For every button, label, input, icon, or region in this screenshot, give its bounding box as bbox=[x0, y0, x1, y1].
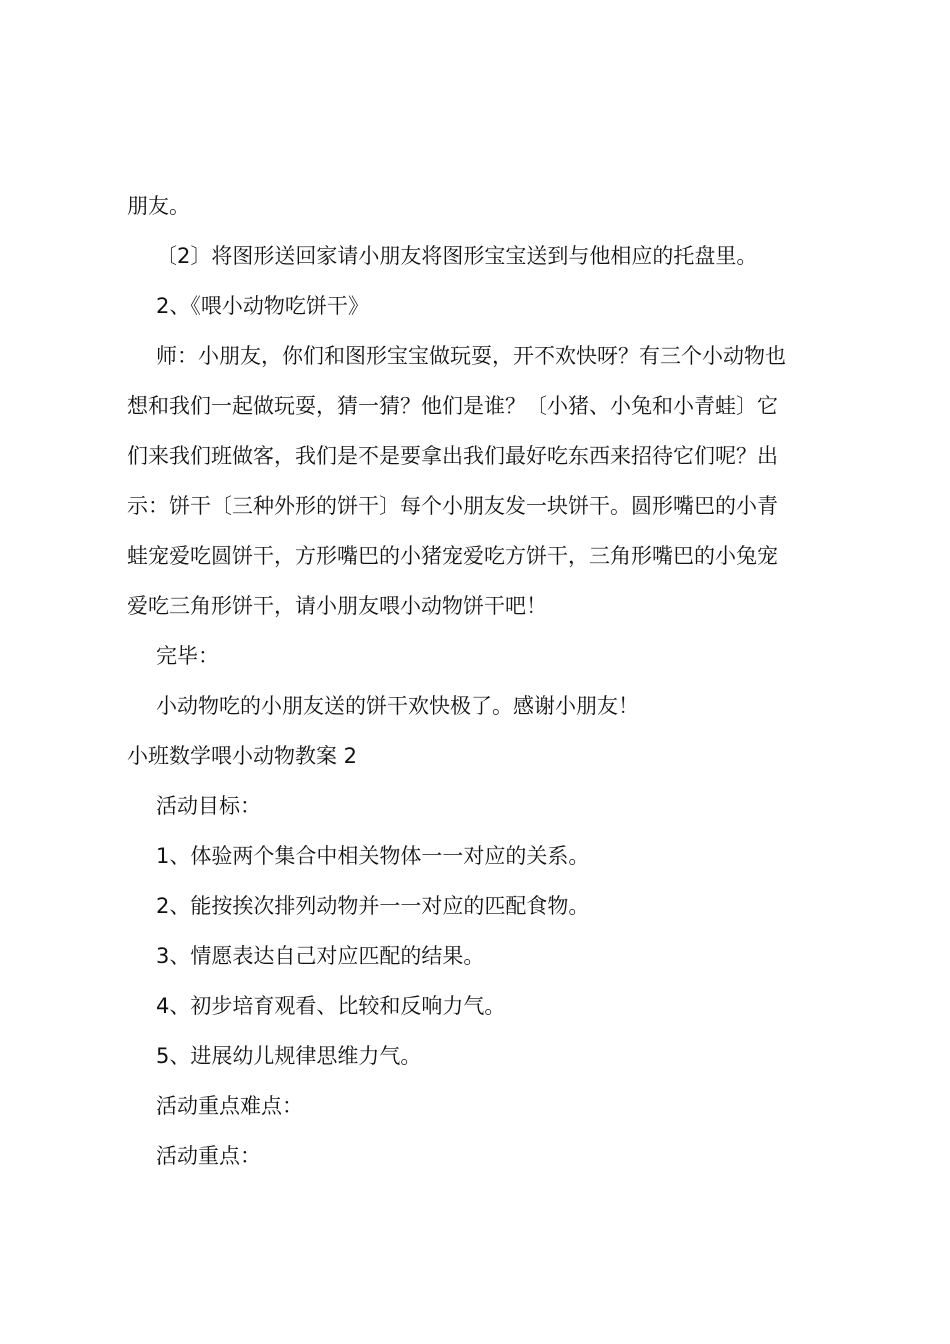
goal-item-2: 2、能按挨次排列动物并一一对应的匹配食物。 bbox=[156, 894, 590, 918]
text-line-11: 小动物吃的小朋友送的饼干欢快极了。感谢小朋友！ bbox=[156, 694, 639, 718]
section-heading-goals: 活动目标： bbox=[156, 794, 261, 818]
goal-item-1: 1、体验两个集合中相关物体一一对应的关系。 bbox=[156, 844, 590, 868]
goal-item-5: 5、进展幼儿规律思维力气。 bbox=[156, 1044, 422, 1068]
section-heading-key-points: 活动重点难点： bbox=[156, 1094, 303, 1118]
document-title-2: 小班数学喂小动物教案 2 bbox=[127, 744, 358, 768]
text-line-7: 示：饼干〔三种外形的饼干〕每个小朋友发一块饼干。圆形嘴巴的小青 bbox=[127, 494, 778, 518]
text-line-5: 想和我们一起做玩耍，猜一猜？他们是谁？〔小猪、小兔和小青蛙〕它 bbox=[127, 394, 778, 418]
goal-item-3: 3、情愿表达自己对应匹配的结果。 bbox=[156, 944, 485, 968]
text-line-4: 师：小朋友，你们和图形宝宝做玩耍，开不欢快呀？有三个小动物也 bbox=[156, 344, 786, 368]
goal-item-4: 4、初步培育观看、比较和反响力气。 bbox=[156, 994, 506, 1018]
text-line-6: 们来我们班做客，我们是不是要拿出我们最好吃东西来招待它们呢？出 bbox=[127, 444, 778, 468]
section-heading-focus: 活动重点： bbox=[156, 1144, 261, 1168]
text-line-2: 〔2〕将图形送回家请小朋友将图形宝宝送到与他相应的托盘里。 bbox=[156, 244, 758, 268]
document-body bbox=[127, 181, 833, 1181]
text-line-10: 完毕： bbox=[156, 644, 219, 668]
text-line-9: 爱吃三角形饼干，请小朋友喂小动物饼干吧！ bbox=[127, 594, 547, 618]
text-line-8: 蛙宠爱吃圆饼干，方形嘴巴的小猪宠爱吃方饼干，三角形嘴巴的小兔宠 bbox=[127, 544, 778, 568]
text-line-1: 朋友。 bbox=[127, 194, 190, 218]
section-heading-feed-animals: 2、《喂小动物吃饼干》 bbox=[156, 294, 369, 318]
